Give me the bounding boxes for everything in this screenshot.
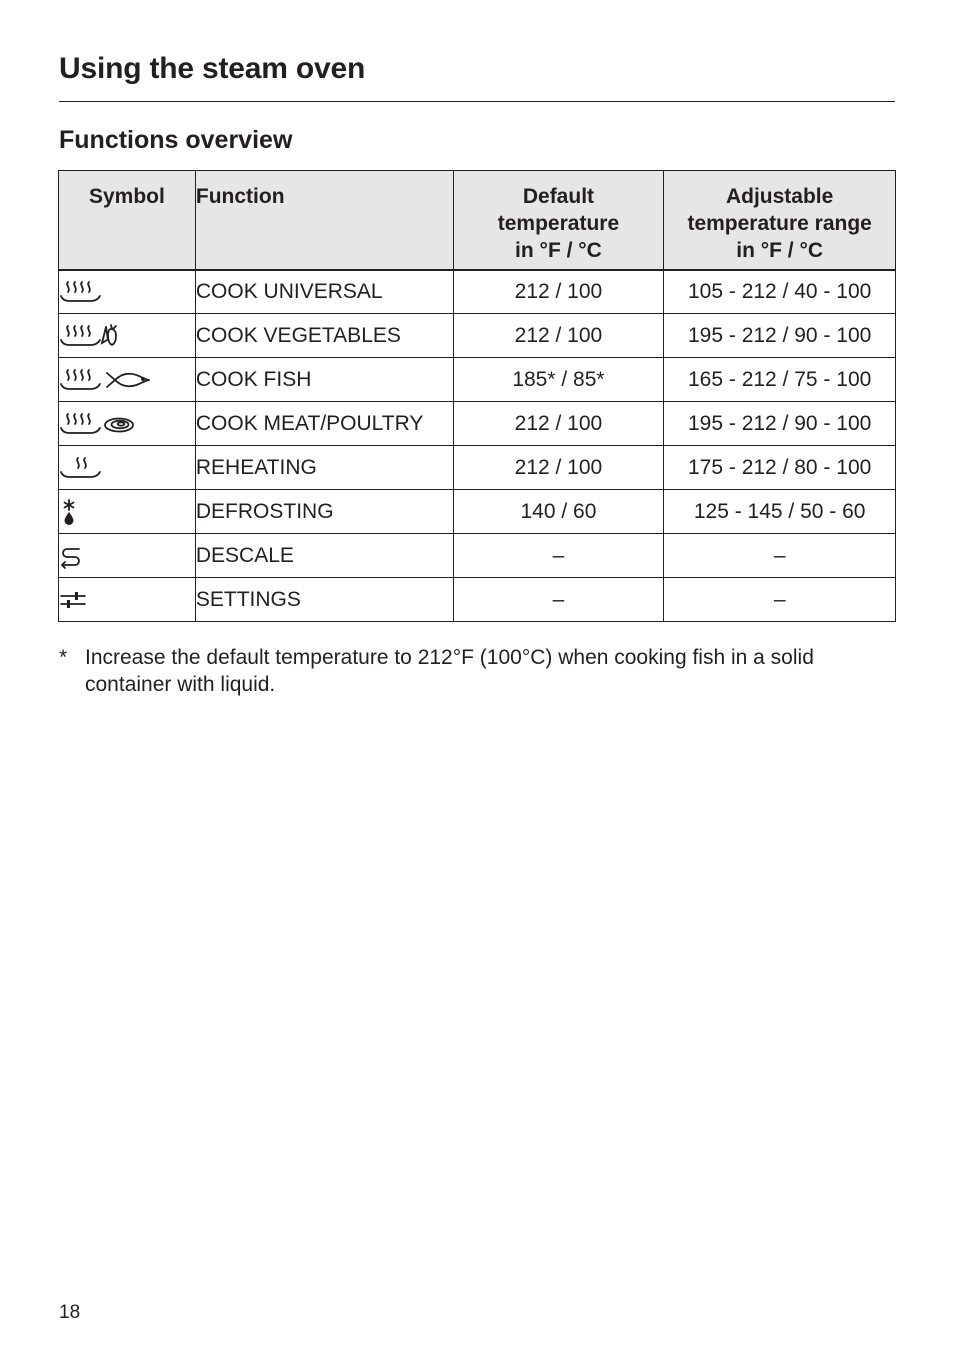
footnote (59, 644, 895, 698)
column-header-default-temperature: Default temperature in °F / °C (453, 171, 664, 270)
descale-icon (59, 543, 83, 569)
default-temperature-cell: 212 / 100 (453, 314, 664, 358)
default-temperature-cell: 212 / 100 (453, 270, 664, 314)
function-cell: REHEATING (195, 446, 453, 490)
temperature-range-cell: 195 - 212 / 90 - 100 (664, 402, 896, 446)
page-title: Using the steam oven (59, 52, 366, 85)
default-temperature-cell: 212 / 100 (453, 446, 664, 490)
footnote-mark: * (59, 646, 68, 669)
table-header-row (59, 171, 896, 270)
settings-icon (59, 588, 87, 612)
symbol-cell (59, 578, 196, 622)
column-header-symbol: Symbol (59, 171, 196, 270)
table-row (59, 358, 896, 402)
table-row (59, 534, 896, 578)
default-temperature-cell: 140 / 60 (453, 490, 664, 534)
temperature-range-cell: – (664, 578, 896, 622)
symbol-cell (59, 402, 196, 446)
symbol-cell (59, 446, 196, 490)
table-row (59, 270, 896, 314)
function-cell: DESCALE (195, 534, 453, 578)
functions-table (58, 170, 896, 622)
table-row (59, 314, 896, 358)
reheat-icon (59, 455, 103, 481)
symbol-cell (59, 314, 196, 358)
temperature-range-cell: 165 - 212 / 75 - 100 (664, 358, 896, 402)
function-cell: SETTINGS (195, 578, 453, 622)
steam-fish-icon (59, 367, 153, 393)
function-cell: COOK UNIVERSAL (195, 270, 453, 314)
function-cell: DEFROSTING (195, 490, 453, 534)
symbol-cell (59, 358, 196, 402)
steam-meat-icon (59, 411, 137, 437)
default-temperature-cell: – (453, 534, 664, 578)
column-header-function: Function (195, 171, 453, 270)
temperature-range-cell: 105 - 212 / 40 - 100 (664, 270, 896, 314)
temperature-range-cell: 195 - 212 / 90 - 100 (664, 314, 896, 358)
table-row (59, 402, 896, 446)
table-row (59, 446, 896, 490)
temperature-range-cell: 175 - 212 / 80 - 100 (664, 446, 896, 490)
column-header-temperature-range: Adjustable temperature range in °F / °C (664, 171, 896, 270)
temperature-range-cell: – (664, 534, 896, 578)
section-title: Functions overview (59, 126, 293, 154)
table-row (59, 490, 896, 534)
symbol-cell (59, 490, 196, 534)
steam-icon (59, 279, 103, 305)
temperature-range-cell: 125 - 145 / 50 - 60 (664, 490, 896, 534)
title-divider (59, 101, 895, 102)
function-cell: COOK FISH (195, 358, 453, 402)
default-temperature-cell: 212 / 100 (453, 402, 664, 446)
page-number: 18 (59, 1302, 81, 1323)
default-temperature-cell: 185* / 85* (453, 358, 664, 402)
table-row (59, 578, 896, 622)
steam-vegetables-icon (59, 323, 125, 349)
symbol-cell (59, 534, 196, 578)
function-cell: COOK VEGETABLES (195, 314, 453, 358)
symbol-cell (59, 270, 196, 314)
defrost-icon (59, 498, 79, 526)
footnote-text: Increase the default temperature to 212°F (100°C) when cooking fish in a solid container with liquid. (85, 646, 814, 696)
function-cell: COOK MEAT/POULTRY (195, 402, 453, 446)
default-temperature-cell: – (453, 578, 664, 622)
